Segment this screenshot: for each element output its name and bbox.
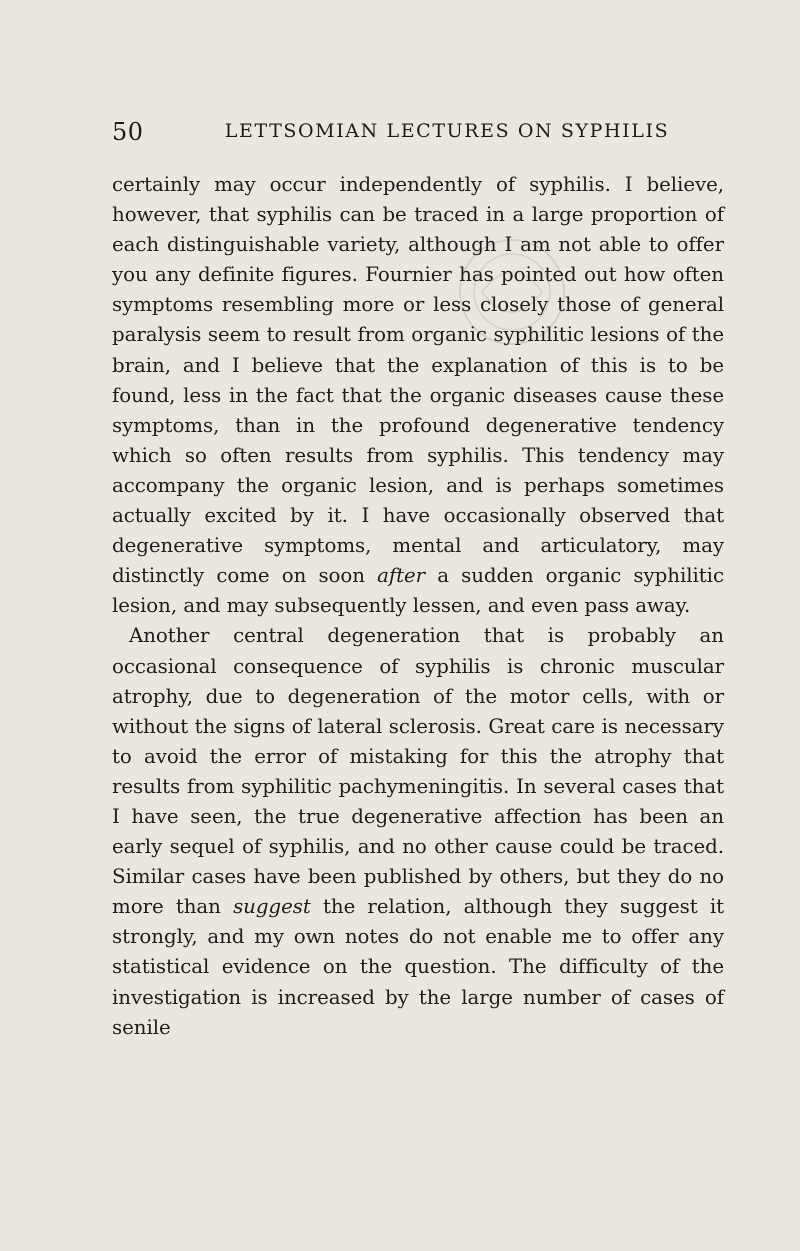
running-head: LETTSOMIAN LECTURES ON SYPHILIS — [224, 120, 670, 142]
paragraph-1 — [112, 170, 724, 621]
paragraph-1-text-b: a sudden organic syphilitic lesion, and may subsequently lessen, and even pass away. — [112, 564, 724, 618]
paragraph-2-italic: suggest — [233, 895, 311, 919]
page-header — [112, 118, 712, 146]
paragraph-2-text-b: the relation, although they suggest it strongly, and my own notes do not enable me to offer any statistical evidence on the question. The difficulty of the investigation is increased by the large number of cases of senile — [112, 895, 724, 1039]
body-text — [112, 170, 724, 1043]
paragraph-2-text-a: Another central degeneration that is probably an occasional consequence of syphilis is chronic muscular atrophy, due to degeneration of the motor cells, with or without the signs of lateral sclerosis. Great care is necessary to avoid the error of mistaking for this the atrophy that results from syphilitic pachymeningitis. In several cases that I have seen, the true degenerative affection has been an early sequel of syphilis, and no other cause could be traced. Similar cases have been published by others, but they do no more than — [112, 624, 724, 919]
paragraph-1-italic: after — [377, 564, 426, 588]
paragraph-2 — [112, 621, 724, 1042]
page-number: 50 — [112, 118, 144, 146]
paragraph-1-text-a: certainly may occur independently of syphilis. I believe, however, that syphilis can be traced in a large proportion of each distinguishable variety, although I am not able to offer you any definite figures. Fournier has pointed out how often symptoms resembling more or less closely those of general paralysis seem to result from organic syphilitic lesions of the brain, and I believe that the explanation of this is to be found, less in the fact that the organic diseases cause these symptoms, than in the profound degenerative tendency which so often results from syphilis. This tendency may accompany the organic lesion, and is perhaps sometimes actually excited by it. I have occasionally observed that degenerative symptoms, mental and articulatory, may distinctly come on soon — [112, 173, 724, 588]
